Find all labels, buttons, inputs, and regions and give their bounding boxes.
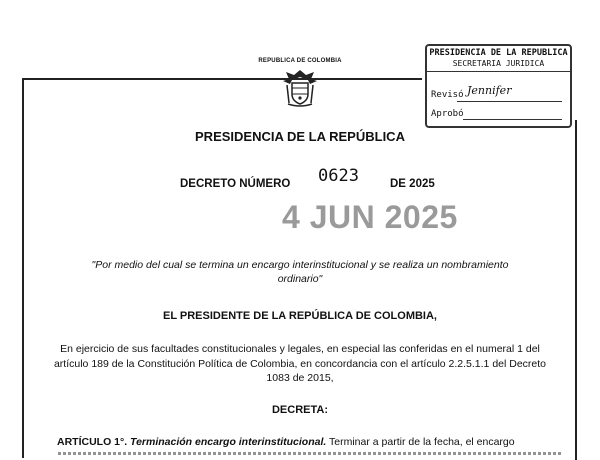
presidente-heading: EL PRESIDENTE DE LA REPÚBLICA DE COLOMBIA, — [162, 310, 437, 322]
stamp-divider — [427, 71, 570, 72]
decreto-year: DE 2025 — [390, 178, 435, 190]
articulo-1-title: Terminación encargo interinstitucional. — [130, 436, 327, 448]
republica-label: REPUBLICA DE COLOMBIA — [258, 58, 342, 64]
fecha-stamp: 4 JUN 2025 — [282, 199, 458, 235]
articulo-1 — [57, 436, 577, 448]
stamp-reviso-underline — [457, 101, 562, 102]
articulo-1-text: Terminar a partir de la fecha, el encargo — [329, 436, 515, 448]
decreta-heading: DECRETA: — [271, 404, 328, 416]
considerando-paragraph: En ejercicio de sus facultades constitucionales y legales, en especial las conferidas en el numeral 1 del artículo 189 de la Constitución Política de Colombia, en concordancia con el artículo 2.2.5.1.1 del Decreto 1083 de 2015, — [53, 343, 547, 384]
stamp-reviso-label: Revisó — [431, 90, 464, 100]
epigrafe: "Por medio del cual se termina un encargo interinstitucional y se realiza un nombramiento ordinario" — [91, 259, 509, 285]
stamp-aprobo-underline — [463, 119, 562, 120]
frame-top-border — [22, 78, 422, 80]
articulo-1-label: ARTÍCULO 1°. — [57, 436, 128, 448]
stamp-aprobo-label: Aprobó — [431, 109, 464, 119]
juridica-review-stamp — [425, 44, 572, 128]
stamp-line-2: SECRETARIA JURIDICA — [452, 59, 545, 68]
decreto-number: 0623 — [318, 166, 359, 186]
presidencia-heading: PRESIDENCIA DE LA REPÚBLICA — [195, 129, 405, 144]
decreto-label: DECRETO NÚMERO — [180, 178, 291, 190]
stamp-reviso-signature: Jennifer — [467, 84, 512, 97]
coat-of-arms-icon — [279, 67, 321, 109]
stamp-line-1: PRESIDENCIA DE LA REPUBLICA — [429, 48, 568, 58]
